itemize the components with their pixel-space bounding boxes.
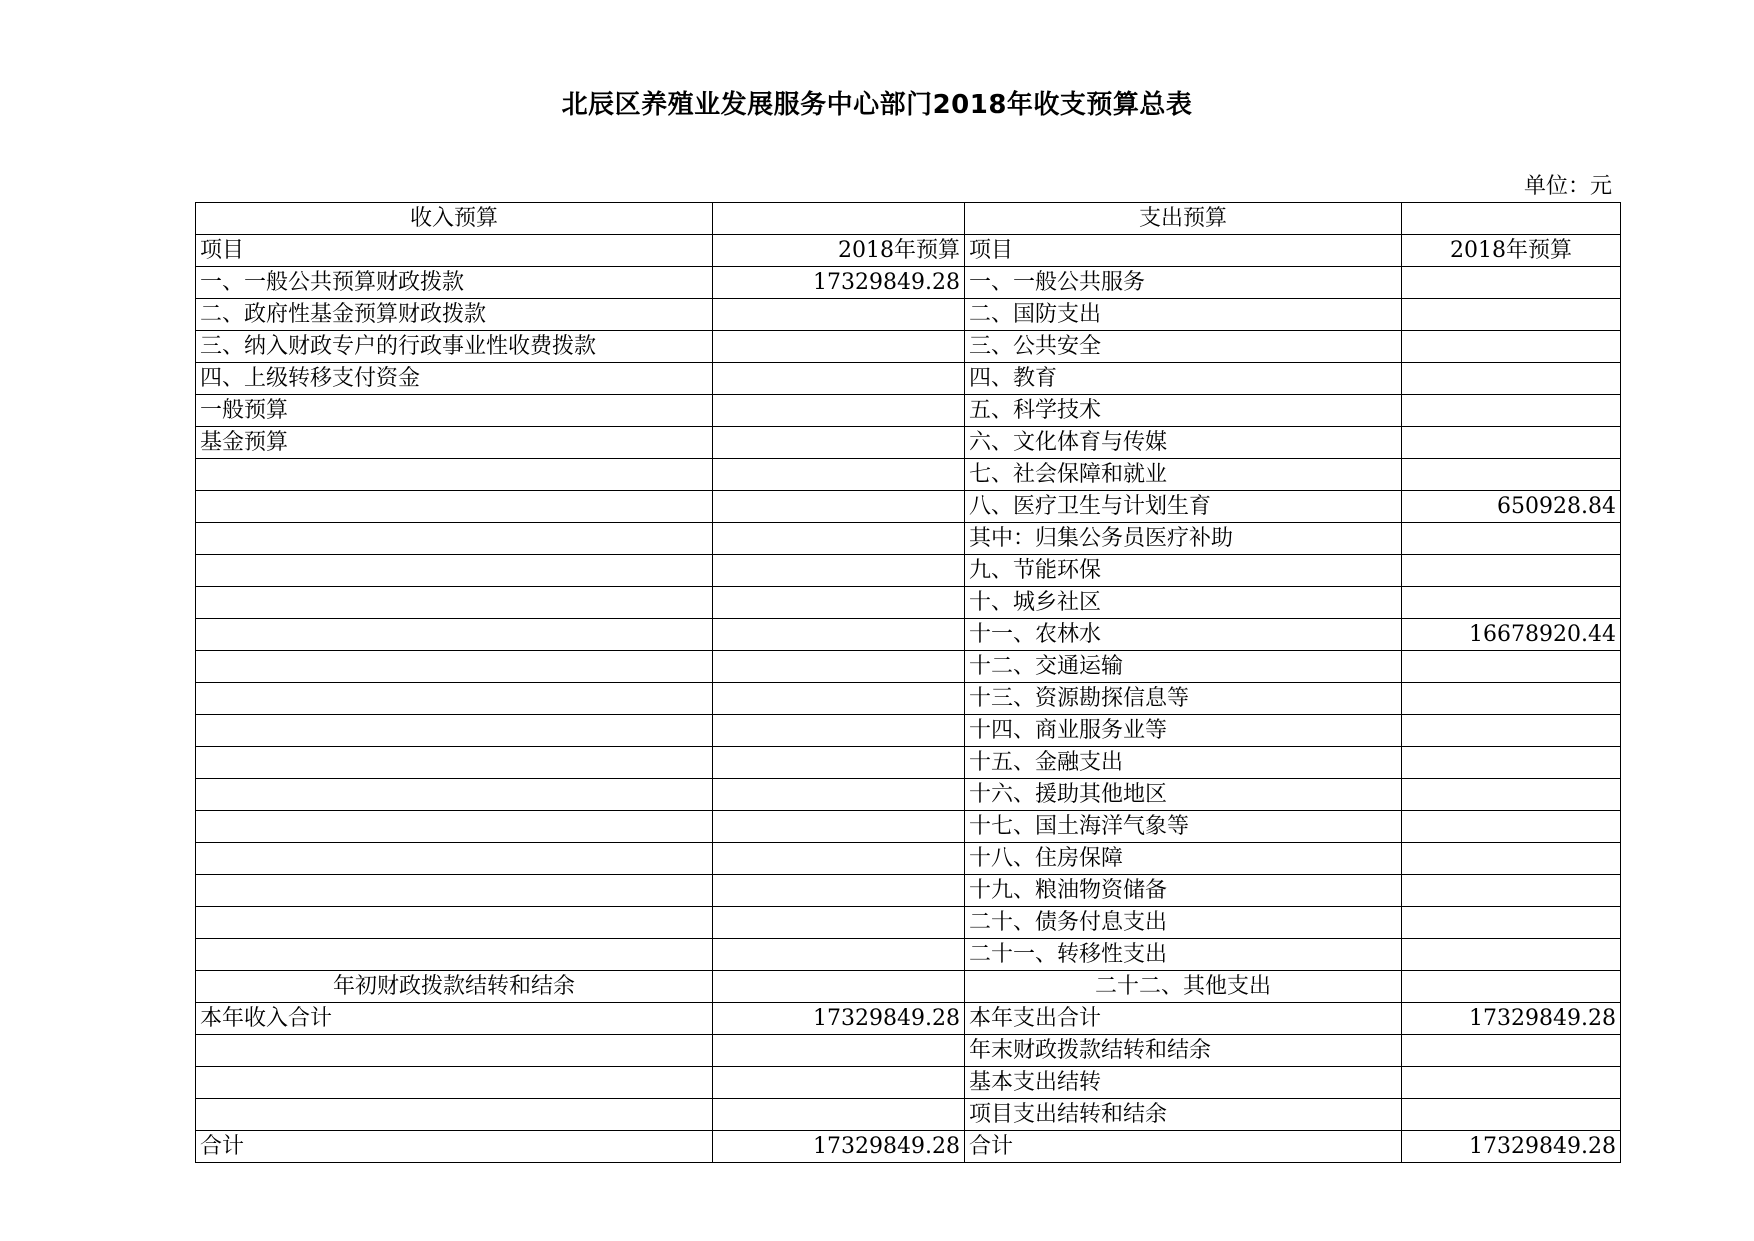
income-item-cell: 合计 — [196, 1131, 713, 1163]
expense-amount-cell: 17329849.28 — [1402, 1003, 1621, 1035]
expense-amount-cell — [1402, 1099, 1621, 1131]
income-year-header: 2018年预算 — [713, 235, 965, 267]
income-item-cell — [196, 811, 713, 843]
income-amount-cell — [713, 811, 965, 843]
table-row — [196, 683, 1621, 715]
income-item-cell — [196, 555, 713, 587]
expense-amount-cell — [1402, 395, 1621, 427]
expense-item-cell: 十一、农林水 — [965, 619, 1402, 651]
header-blank-cell — [1402, 203, 1621, 235]
expense-item-cell: 十四、商业服务业等 — [965, 715, 1402, 747]
income-item-cell — [196, 875, 713, 907]
income-amount-cell: 17329849.28 — [713, 267, 965, 299]
expense-item-cell: 八、医疗卫生与计划生育 — [965, 491, 1402, 523]
income-item-cell — [196, 1067, 713, 1099]
income-amount-cell — [713, 555, 965, 587]
income-item-cell: 基金预算 — [196, 427, 713, 459]
table-row — [196, 395, 1621, 427]
header-blank-cell — [713, 203, 965, 235]
expense-item-cell: 一、一般公共服务 — [965, 267, 1402, 299]
expense-amount-cell — [1402, 683, 1621, 715]
table-row — [196, 715, 1621, 747]
expense-amount-cell — [1402, 715, 1621, 747]
expense-amount-cell — [1402, 331, 1621, 363]
expense-amount-cell — [1402, 811, 1621, 843]
expense-item-cell: 十七、国土海洋气象等 — [965, 811, 1402, 843]
expense-amount-cell — [1402, 299, 1621, 331]
table-row — [196, 779, 1621, 811]
header-row-groups — [196, 203, 1621, 235]
expense-amount-cell — [1402, 459, 1621, 491]
income-amount-cell — [713, 907, 965, 939]
expense-amount-cell — [1402, 363, 1621, 395]
expense-item-header: 项目 — [965, 235, 1402, 267]
table-row — [196, 1099, 1621, 1131]
income-item-cell — [196, 523, 713, 555]
income-item-cell — [196, 683, 713, 715]
expense-item-cell: 年末财政拨款结转和结余 — [965, 1035, 1402, 1067]
table-row — [196, 363, 1621, 395]
table-row — [196, 875, 1621, 907]
income-item-cell — [196, 1099, 713, 1131]
expense-item-cell: 本年支出合计 — [965, 1003, 1402, 1035]
table-row — [196, 747, 1621, 779]
table-row — [196, 1003, 1621, 1035]
income-item-cell — [196, 779, 713, 811]
expense-amount-cell — [1402, 875, 1621, 907]
expense-amount-cell — [1402, 267, 1621, 299]
table-row — [196, 811, 1621, 843]
expense-item-cell: 二十一、转移性支出 — [965, 939, 1402, 971]
income-amount-cell — [713, 427, 965, 459]
income-amount-cell — [713, 747, 965, 779]
unit-label: 单位：元 — [1523, 174, 1612, 199]
income-item-cell: 本年收入合计 — [196, 1003, 713, 1035]
income-amount-cell — [713, 459, 965, 491]
income-item-cell — [196, 619, 713, 651]
income-amount-cell — [713, 651, 965, 683]
table-row — [196, 427, 1621, 459]
expense-amount-cell — [1402, 843, 1621, 875]
table-row — [196, 1035, 1621, 1067]
income-item-cell — [196, 651, 713, 683]
income-item-cell — [196, 715, 713, 747]
page-title: 北辰区养殖业发展服务中心部门2018年收支预算总表 — [561, 90, 1193, 120]
income-item-cell: 三、纳入财政专户的行政事业性收费拨款 — [196, 331, 713, 363]
income-item-cell: 年初财政拨款结转和结余 — [196, 971, 713, 1003]
expense-amount-cell: 17329849.28 — [1402, 1131, 1621, 1163]
expense-amount-cell — [1402, 1035, 1621, 1067]
expense-item-cell: 十、城乡社区 — [965, 587, 1402, 619]
expense-item-cell: 四、教育 — [965, 363, 1402, 395]
expense-amount-cell — [1402, 971, 1621, 1003]
expense-item-cell: 十九、粮油物资储备 — [965, 875, 1402, 907]
income-item-cell: 二、政府性基金预算财政拨款 — [196, 299, 713, 331]
income-amount-cell — [713, 1099, 965, 1131]
income-amount-cell — [713, 715, 965, 747]
table-row — [196, 843, 1621, 875]
expense-amount-cell — [1402, 907, 1621, 939]
expense-amount-cell: 16678920.44 — [1402, 619, 1621, 651]
expense-amount-cell — [1402, 523, 1621, 555]
expense-group-header: 支出预算 — [965, 203, 1402, 235]
expense-item-cell: 项目支出结转和结余 — [965, 1099, 1402, 1131]
table-row — [196, 299, 1621, 331]
expense-item-cell: 十二、交通运输 — [965, 651, 1402, 683]
expense-item-cell: 十三、资源勘探信息等 — [965, 683, 1402, 715]
budget-table — [195, 202, 1621, 1163]
income-item-cell — [196, 587, 713, 619]
expense-item-cell: 十五、金融支出 — [965, 747, 1402, 779]
table-row — [196, 331, 1621, 363]
income-group-header: 收入预算 — [196, 203, 713, 235]
expense-item-cell: 其中：归集公务员医疗补助 — [965, 523, 1402, 555]
expense-amount-cell — [1402, 1067, 1621, 1099]
expense-item-cell: 五、科学技术 — [965, 395, 1402, 427]
table-row — [196, 587, 1621, 619]
expense-item-cell: 十六、援助其他地区 — [965, 779, 1402, 811]
income-amount-cell — [713, 523, 965, 555]
income-amount-cell — [713, 299, 965, 331]
income-amount-cell — [713, 1067, 965, 1099]
income-item-cell: 四、上级转移支付资金 — [196, 363, 713, 395]
expense-item-cell: 基本支出结转 — [965, 1067, 1402, 1099]
income-item-cell: 一、一般公共预算财政拨款 — [196, 267, 713, 299]
expense-amount-cell — [1402, 651, 1621, 683]
table-row — [196, 619, 1621, 651]
expense-item-cell: 二、国防支出 — [965, 299, 1402, 331]
income-item-cell — [196, 491, 713, 523]
income-amount-cell: 17329849.28 — [713, 1003, 965, 1035]
expense-item-cell: 三、公共安全 — [965, 331, 1402, 363]
income-item-cell — [196, 747, 713, 779]
expense-amount-cell: 650928.84 — [1402, 491, 1621, 523]
expense-item-cell: 合计 — [965, 1131, 1402, 1163]
income-amount-cell — [713, 779, 965, 811]
table-row — [196, 491, 1621, 523]
income-amount-cell — [713, 971, 965, 1003]
expense-year-header: 2018年预算 — [1402, 235, 1621, 267]
income-item-cell — [196, 459, 713, 491]
income-amount-cell: 17329849.28 — [713, 1131, 965, 1163]
income-amount-cell — [713, 683, 965, 715]
income-amount-cell — [713, 939, 965, 971]
income-amount-cell — [713, 395, 965, 427]
expense-item-cell: 七、社会保障和就业 — [965, 459, 1402, 491]
expense-item-cell: 二十二、其他支出 — [965, 971, 1402, 1003]
income-item-cell — [196, 1035, 713, 1067]
income-amount-cell — [713, 843, 965, 875]
table-row — [196, 939, 1621, 971]
expense-amount-cell — [1402, 555, 1621, 587]
income-amount-cell — [713, 875, 965, 907]
expense-amount-cell — [1402, 939, 1621, 971]
income-amount-cell — [713, 587, 965, 619]
table-row — [196, 651, 1621, 683]
table-row — [196, 907, 1621, 939]
table-row — [196, 459, 1621, 491]
expense-item-cell: 九、节能环保 — [965, 555, 1402, 587]
expense-item-cell: 二十、债务付息支出 — [965, 907, 1402, 939]
income-item-cell — [196, 939, 713, 971]
income-item-cell: 一般预算 — [196, 395, 713, 427]
table-row — [196, 1131, 1621, 1163]
expense-item-cell: 六、文化体育与传媒 — [965, 427, 1402, 459]
table-row — [196, 1067, 1621, 1099]
income-item-header: 项目 — [196, 235, 713, 267]
income-item-cell — [196, 907, 713, 939]
table-row — [196, 555, 1621, 587]
header-row-columns — [196, 235, 1621, 267]
expense-amount-cell — [1402, 747, 1621, 779]
table-row — [196, 523, 1621, 555]
income-item-cell — [196, 843, 713, 875]
expense-amount-cell — [1402, 779, 1621, 811]
income-amount-cell — [713, 331, 965, 363]
income-amount-cell — [713, 1035, 965, 1067]
expense-amount-cell — [1402, 587, 1621, 619]
table-row — [196, 267, 1621, 299]
expense-item-cell: 十八、住房保障 — [965, 843, 1402, 875]
income-amount-cell — [713, 491, 965, 523]
income-amount-cell — [713, 619, 965, 651]
income-amount-cell — [713, 363, 965, 395]
expense-amount-cell — [1402, 427, 1621, 459]
table-row — [196, 971, 1621, 1003]
